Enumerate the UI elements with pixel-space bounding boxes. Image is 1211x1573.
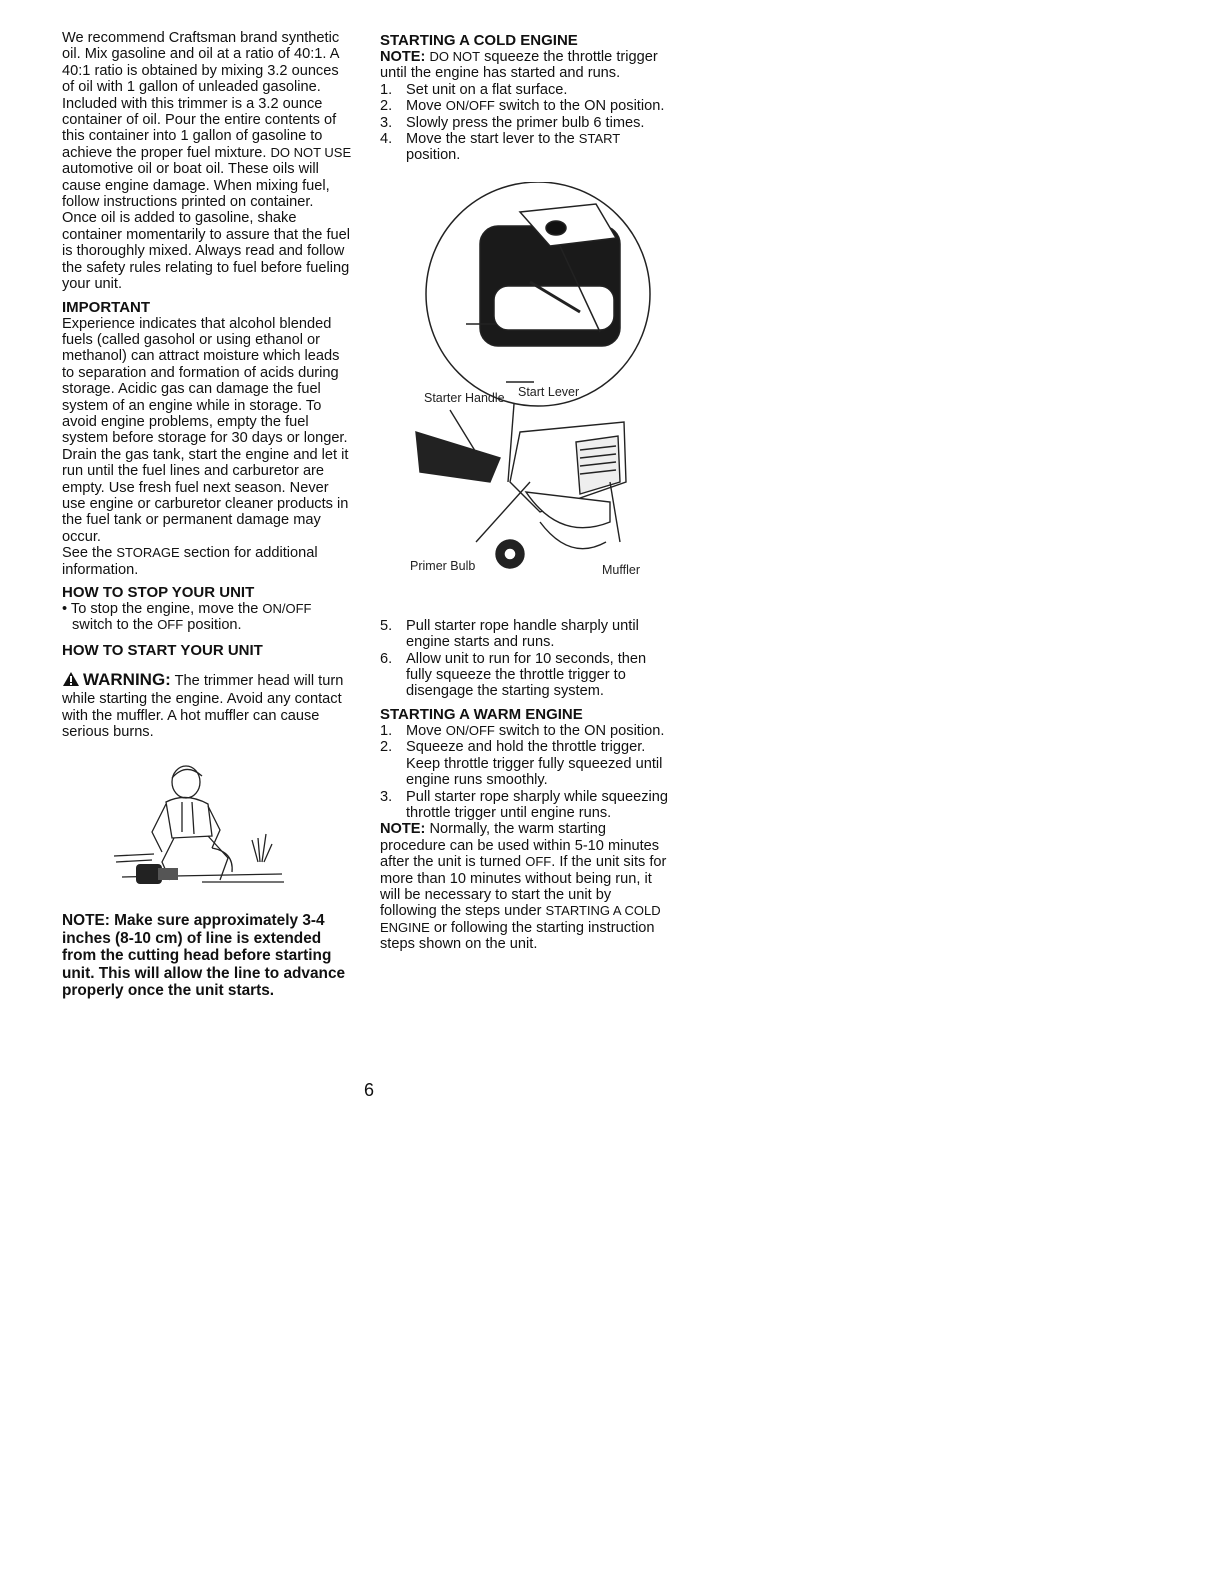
storage-ref-sc: STORAGE bbox=[116, 545, 180, 561]
list-item bbox=[380, 131, 670, 164]
step-text-post: position. bbox=[406, 147, 461, 164]
stop-instruction bbox=[62, 601, 352, 634]
step-text: Allow unit to run for 10 seconds, then fully squeeze the throttle trigger to disengage the starting system. bbox=[406, 650, 647, 700]
list-item bbox=[380, 651, 670, 700]
fuel-intro-end: automotive oil or boat oil. These oils will cause engine damage. When mixing fuel, follow instructions printed on container. Once oil is added to gasoline, shake container momentarily to assure that the fuel is thoroughly mixed. Always read and follow the safety rules relating to fuel before fueling your unit. bbox=[62, 161, 350, 293]
warning-label: WARNING: bbox=[83, 669, 171, 689]
right-column bbox=[380, 30, 670, 953]
fuel-intro bbox=[62, 30, 352, 293]
step-number: 1. bbox=[380, 81, 393, 98]
page-number: 6 bbox=[364, 1080, 375, 1100]
step-number: 3. bbox=[380, 788, 393, 805]
fuel-intro-emphasis: DO NOT USE bbox=[270, 144, 352, 160]
stop-mid: switch to the bbox=[72, 617, 154, 634]
start-lever-label: Start Lever bbox=[518, 384, 580, 399]
warning-block bbox=[62, 671, 352, 741]
warm-note-sc1: OFF bbox=[525, 854, 552, 870]
step-number: 4. bbox=[380, 131, 393, 148]
stop-post: position. bbox=[187, 617, 242, 634]
step-text: Pull starter rope handle sharply until engine starts and runs. bbox=[406, 617, 639, 651]
cold-steps-list bbox=[380, 82, 670, 164]
warm-note-text3: or following the starting instruction steps shown on the unit. bbox=[380, 919, 655, 953]
step-number: 3. bbox=[380, 114, 393, 131]
warm-note-text2: . If the unit sits for more than 10 minutes without being run, it will be necessary to start the unit by following the steps under bbox=[380, 854, 667, 920]
step-text-post: switch to the ON position. bbox=[498, 722, 665, 739]
cold-note-sc: DO NOT bbox=[429, 49, 481, 64]
stop-sc1: ON/OFF bbox=[262, 601, 312, 616]
important-body: Experience indicates that alcohol blended fuels (called gasohol or using ethanol or methanol) can attract moisture which leads to separation and formation of acids during storage. Acidic gas can damage the fuel system of an engine while in storage. To avoid engine problems, empty the fuel system before storage for 30 days or longer. Drain the gas tank, start the engine and let it run until the fuel lines and carburetor are empty. Use fresh fuel next season. Never use engine or carburetor cleaner products in the fuel tank or permanent damage may occur. bbox=[62, 315, 349, 545]
step-number: 1. bbox=[380, 722, 393, 739]
warm-engine-heading: STARTING A WARM ENGINE bbox=[380, 705, 583, 723]
warning-icon bbox=[62, 671, 80, 691]
step-text: Set unit on a flat surface. bbox=[406, 81, 568, 98]
primer-bulb-label: Primer Bulb bbox=[410, 558, 476, 573]
cold-steps-list-continued bbox=[380, 618, 670, 700]
line-extension-note: NOTE: Make sure approximately 3-4 inches (8-10 cm) of line is extended from the cutting head before starting unit. This will allow the line to advance properly once the unit starts. bbox=[62, 912, 346, 1000]
cold-note-label: NOTE: bbox=[380, 49, 426, 65]
list-item bbox=[380, 618, 670, 651]
warm-note-text: Normally, the warm starting procedure can be used within 5-10 minutes after the unit is turned bbox=[380, 821, 660, 871]
fuel-intro-text: We recommend Craftsman brand synthetic oil. Mix gasoline and oil at a ratio of 40:1. A 40:1 ratio is obtained by mixing 3.2 ounces of oil with 1 gallon of unleaded gasoline. Included with this trimmer is a 3.2 ounce container of oil. Pour the entire contents of this container into 1 gallon of gasoline to achieve the proper fuel mixture. bbox=[62, 30, 340, 161]
list-item bbox=[380, 789, 670, 822]
list-item bbox=[380, 115, 670, 131]
storage-ref-post: section for additional information. bbox=[62, 545, 318, 578]
important-heading: IMPORTANT bbox=[62, 298, 151, 316]
operator-kneeling-image bbox=[62, 752, 352, 902]
step-number: 5. bbox=[380, 617, 393, 634]
operator-illustration bbox=[62, 752, 352, 902]
list-item bbox=[380, 723, 670, 739]
cold-engine-heading: STARTING A COLD ENGINE bbox=[380, 32, 578, 49]
step-text-post: switch to the ON position. bbox=[498, 98, 665, 115]
step-sc: ON/OFF bbox=[445, 722, 495, 738]
cold-note-text: squeeze the throttle trigger until the engine has started and runs. bbox=[380, 49, 658, 82]
warm-steps-list bbox=[380, 723, 670, 821]
step-number: 2. bbox=[380, 739, 393, 756]
step-text: Slowly press the primer bulb 6 times. bbox=[406, 114, 645, 131]
step-text: Squeeze and hold the throttle trigger. Keep throttle trigger fully squeezed until engine runs smoothly. bbox=[406, 739, 663, 789]
step-text: Move the start lever to the bbox=[406, 131, 575, 148]
step-sc: START bbox=[578, 131, 621, 147]
muffler-label: Muffler bbox=[602, 562, 640, 577]
list-item bbox=[380, 739, 670, 788]
storage-ref-pre: See the bbox=[62, 545, 113, 562]
step-sc: ON/OFF bbox=[445, 98, 495, 114]
stop-heading: HOW TO STOP YOUR UNIT bbox=[62, 584, 255, 601]
list-item bbox=[380, 82, 670, 98]
warning-text: The trimmer head will turn while starting the engine. Avoid any contact with the muffler. A hot muffler can cause serious burns. bbox=[62, 672, 344, 741]
warm-note-label: NOTE: bbox=[380, 821, 426, 838]
start-heading: HOW TO START YOUR UNIT bbox=[62, 641, 263, 659]
step-text: Move bbox=[406, 722, 442, 739]
step-text: Pull starter rope sharply while squeezing throttle trigger until engine runs. bbox=[406, 788, 669, 821]
cold-engine-note bbox=[380, 49, 670, 82]
engine-illustration bbox=[380, 182, 670, 620]
warm-note-sc2: STARTING A COLD ENGINE bbox=[380, 903, 661, 935]
starter-handle-label: Starter Handle bbox=[424, 390, 505, 405]
step-number: 6. bbox=[380, 650, 393, 667]
step-text: Move bbox=[406, 98, 442, 115]
warm-engine-note bbox=[380, 821, 670, 952]
stop-sc2: OFF bbox=[157, 617, 184, 633]
left-column bbox=[62, 30, 352, 999]
stop-pre: • To stop the engine, move the bbox=[62, 601, 259, 617]
step-number: 2. bbox=[380, 98, 393, 115]
list-item bbox=[380, 98, 670, 114]
storage-reference bbox=[62, 545, 352, 578]
